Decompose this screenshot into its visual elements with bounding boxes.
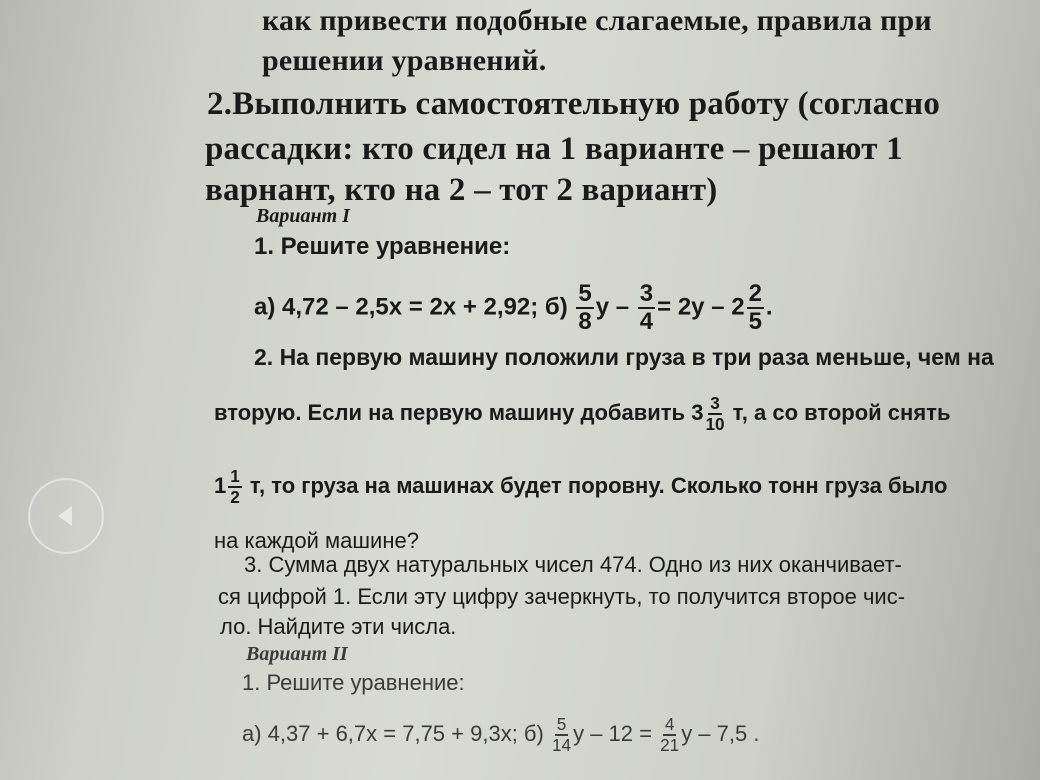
variant-2-equations: а) 4,37 + 6,7x = 7,75 + 9,3x; б) $\frac{5}{14}$ y – 12 = $\frac{4}{21}$ y – 7,5 . [242, 714, 760, 756]
variant-1-problem-3-line-1: 3. Сумма двух натуральных чисел 474. Одно из них оканчивает- [244, 552, 902, 577]
fraction-3-10: $\frac{3}{10}$ [705, 393, 725, 435]
fraction-1-2: $\frac{1}{2}$ [230, 466, 240, 508]
task2-line-1: 2.Выполнить самостоятельную работу (согласно [207, 86, 941, 122]
fraction-5-8: $\frac{5}{8}$ [578, 280, 592, 335]
back-button[interactable] [28, 478, 104, 554]
variant-1-problem-2-line-4: на каждой машине? [214, 528, 419, 553]
variant-1-problem-3-line-2: ся цифрой 1. Если эту цифру зачеркнуть, то получится второе чис- [218, 584, 906, 609]
variant-1-problem-2-line-2: вторую. Если на первую машину добавить 3 $\frac{3}{10}$ т, а со второй снять [214, 393, 951, 435]
variant-2-title: Вариант II [246, 643, 348, 665]
fraction-5-14: $\frac{5}{14}$ [551, 714, 572, 756]
task2-line-2: рассадки: кто сидел на 1 варианте – решают 1 [205, 131, 903, 167]
equation-a: а) 4,72 – 2,5x = 2x + 2,92; б) [254, 293, 568, 321]
fraction-4-21: $\frac{4}{21}$ [660, 714, 680, 756]
fraction-2-5: $\frac{2}{5}$ [748, 280, 762, 335]
task2-line-3: варнант, кто на 2 – тот 2 вариант) [205, 172, 718, 208]
variant-1-problem-2-line-3: 1 $\frac{1}{2}$ т, то груза на машинах будет поровну. Сколько тонн груза было [214, 466, 948, 508]
variant-2-equation-a: а) 4,37 + 6,7x = 7,75 + 9,3x; б) [242, 720, 544, 746]
variant-1-problem-2-line-1: 2. На первую машину положили груза в три раза меньше, чем на [254, 344, 994, 370]
variant-1-equations: а) 4,72 – 2,5x = 2x + 2,92; б) $\frac{5}{8}$ y – $\frac{3}{4}$ = 2y – 2 $\frac{2}{5}$ . [254, 280, 773, 335]
back-arrow-icon [52, 502, 80, 530]
fraction-3-4: $\frac{3}{4}$ [639, 280, 654, 335]
variant-1-problem-1-heading: 1. Решите уравнение: [254, 233, 511, 260]
intro-line-2: решении уравнений. [262, 44, 547, 77]
variant-1-problem-3-line-3: ло. Найдите эти числа. [220, 614, 457, 639]
intro-line-1: как привести подобные слагаемые, правила при [262, 4, 932, 37]
variant-1-title: Вариант I [256, 205, 350, 227]
variant-2-problem-1-heading: 1. Решите уравнение: [242, 670, 465, 695]
